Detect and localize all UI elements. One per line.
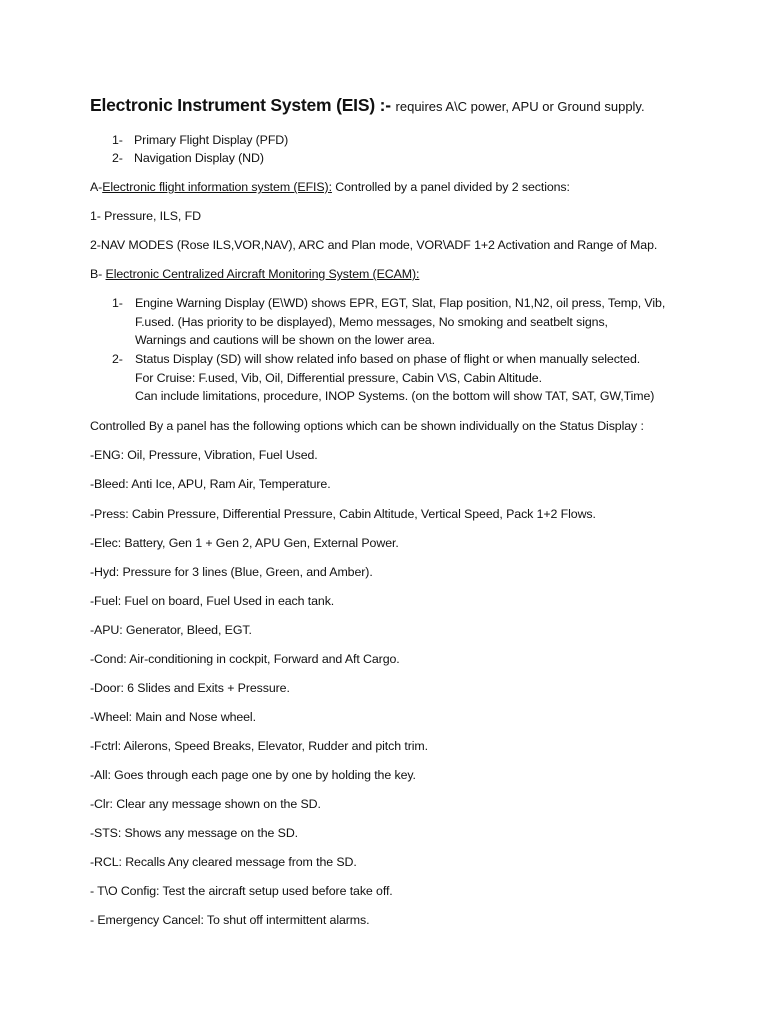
option-line: -ENG: Oil, Pressure, Vibration, Fuel Used. — [90, 448, 318, 462]
list-text-line: Engine Warning Display (E\WD) shows EPR, EGT, Slat, Flap position, N1,N2, oil press, Temp, Vib, — [135, 296, 666, 310]
option-line: -RCL: Recalls Any cleared message from the SD. — [90, 855, 357, 869]
list-number: 2- — [112, 352, 123, 366]
list-text: Navigation Display (ND) — [134, 151, 264, 165]
option-line: -Door: 6 Slides and Exits + Pressure. — [90, 681, 290, 695]
option-line: -Elec: Battery, Gen 1 + Gen 2, APU Gen, External Power. — [90, 536, 399, 550]
efis-section-heading — [90, 179, 570, 195]
option-line: -Clr: Clear any message shown on the SD. — [90, 797, 321, 811]
title-subtext: requires A\C power, APU or Ground supply. — [395, 99, 645, 114]
efis-heading: Electronic flight information system (EFIS): — [102, 180, 332, 194]
list-number: 2- — [112, 151, 123, 165]
title-main: Electronic Instrument System (EIS) :- — [90, 95, 396, 115]
page-title — [90, 95, 645, 116]
option-line: -Bleed: Anti Ice, APU, Ram Air, Temperature. — [90, 477, 331, 491]
list-text-line: Can include limitations, procedure, INOP Systems. (on the bottom will show TAT, SAT, GW,Time) — [135, 389, 655, 403]
option-line: -STS: Shows any message on the SD. — [90, 826, 299, 840]
section-prefix: B- — [90, 267, 106, 281]
ecam-section-heading — [90, 266, 419, 282]
option-line: -APU: Generator, Bleed, EGT. — [90, 623, 252, 637]
ecam-heading: Electronic Centralized Aircraft Monitoring System (ECAM): — [105, 267, 420, 281]
list-number: 1- — [112, 296, 123, 310]
list-text-line: Warnings and cautions will be shown on the lower area. — [135, 333, 435, 347]
efis-heading-rest: Controlled by a panel divided by 2 sections: — [331, 180, 570, 194]
efis-line: 1- Pressure, ILS, FD — [90, 209, 201, 223]
eis-list-item — [112, 150, 264, 166]
section-prefix: A- — [90, 180, 103, 194]
panel-intro: Controlled By a panel has the following options which can be shown individually on the Status Display : — [90, 419, 644, 433]
eis-list-item — [112, 132, 288, 148]
option-line: -Press: Cabin Pressure, Differential Pressure, Cabin Altitude, Vertical Speed, Pack 1+2 Flows. — [90, 507, 596, 521]
list-text: Primary Flight Display (PFD) — [134, 133, 289, 147]
list-text-line: Status Display (SD) will show related info based on phase of flight or when manually selected. — [135, 352, 641, 366]
option-line: -Wheel: Main and Nose wheel. — [90, 710, 256, 724]
option-line: - Emergency Cancel: To shut off intermittent alarms. — [90, 913, 370, 927]
list-text-line: For Cruise: F.used, Vib, Oil, Differential pressure, Cabin V\S, Cabin Altitude. — [135, 371, 542, 385]
option-line: -Fctrl: Ailerons, Speed Breaks, Elevator, Rudder and pitch trim. — [90, 739, 428, 753]
list-number: 1- — [112, 133, 123, 147]
option-line: -All: Goes through each page one by one by holding the key. — [90, 768, 416, 782]
list-text-line: F.used. (Has priority to be displayed), Memo messages, No smoking and seatbelt signs, — [135, 315, 608, 329]
option-line: -Hyd: Pressure for 3 lines (Blue, Green, and Amber). — [90, 565, 373, 579]
option-line: -Cond: Air-conditioning in cockpit, Forward and Aft Cargo. — [90, 652, 400, 666]
option-line: -Fuel: Fuel on board, Fuel Used in each tank. — [90, 594, 335, 608]
option-line: - T\O Config: Test the aircraft setup used before take off. — [90, 884, 393, 898]
efis-line: 2-NAV MODES (Rose ILS,VOR,NAV), ARC and Plan mode, VOR\ADF 1+2 Activation and Range of Map. — [90, 238, 658, 252]
